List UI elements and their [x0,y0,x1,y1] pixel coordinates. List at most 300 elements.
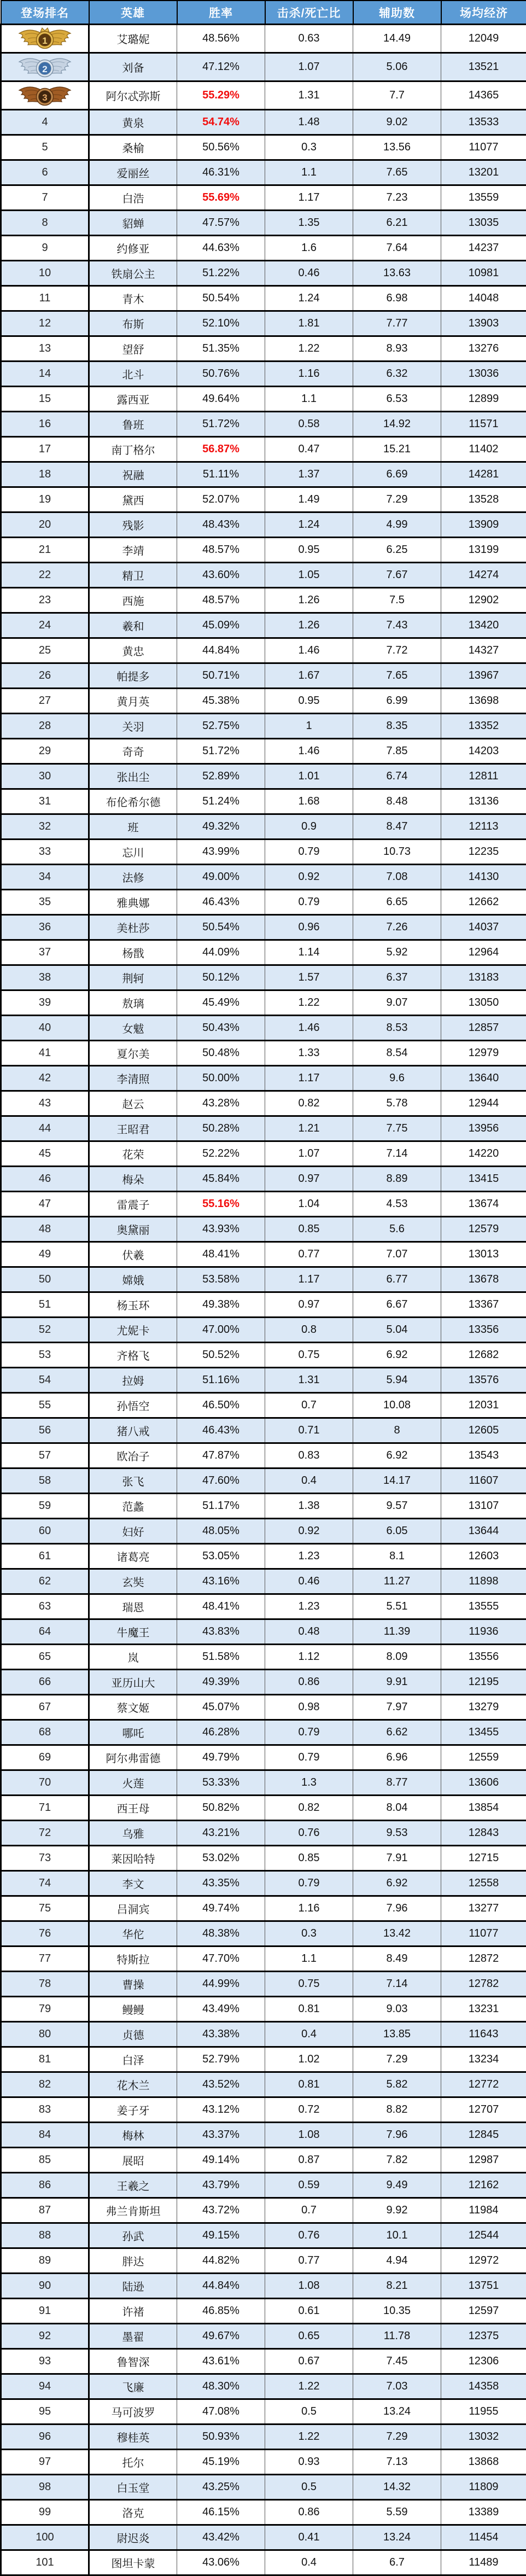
avg-economy-cell: 13678 [441,1267,526,1292]
avg-economy-cell: 13107 [441,1494,526,1519]
hero-name-cell: 花木兰 [89,2072,177,2097]
assists-cell: 7.65 [353,663,441,689]
rank-cell: 45 [1,1141,89,1167]
rank-cell: 97 [1,2450,89,2475]
header-avg-economy: 场均经济 [441,1,526,25]
assists-cell: 5.92 [353,940,441,965]
table-row [1,211,526,236]
hero-name-cell: 鲁班 [89,412,177,437]
table-row [1,890,526,915]
avg-economy-cell: 11643 [441,2022,526,2047]
assists-cell: 7.65 [353,160,441,185]
win-rate-cell: 56.87% [177,437,265,462]
win-rate-cell: 43.42% [177,2525,265,2550]
rank-cell: 93 [1,2349,89,2374]
rank-3-medal-icon [16,83,73,108]
kd-ratio-cell: 0.59 [265,2173,353,2198]
table-row [1,2349,526,2374]
avg-economy-cell: 12662 [441,890,526,915]
assists-cell: 8.54 [353,1041,441,1066]
assists-cell: 14.92 [353,412,441,437]
rank-cell: 70 [1,1770,89,1796]
table-header [1,1,526,25]
hero-name-cell: 蔡文姬 [89,1695,177,1720]
kd-ratio-cell: 1.46 [265,1016,353,1041]
win-rate-cell: 48.43% [177,512,265,538]
assists-cell: 15.21 [353,437,441,462]
avg-economy-cell: 12899 [441,387,526,412]
win-rate-cell: 50.76% [177,362,265,387]
table-row [1,53,526,81]
win-rate-cell: 45.09% [177,613,265,638]
assists-cell: 7.82 [353,2148,441,2173]
assists-cell: 11.27 [353,1569,441,1594]
avg-economy-cell: 11809 [441,2475,526,2500]
header-assists: 辅助数 [353,1,441,25]
assists-cell: 8.1 [353,1544,441,1569]
kd-ratio-cell: 1.49 [265,487,353,512]
rank-cell: 38 [1,965,89,990]
rank-medal-cell [1,81,89,110]
table-row [1,236,526,261]
kd-ratio-cell: 1.22 [265,2425,353,2450]
header-rank: 登场排名 [1,1,89,25]
assists-cell: 5.94 [353,1368,441,1393]
hero-name-cell: 南丁格尔 [89,437,177,462]
win-rate-cell: 48.56% [177,25,265,53]
assists-cell: 9.92 [353,2198,441,2223]
win-rate-cell: 51.72% [177,739,265,764]
assists-cell: 7.23 [353,185,441,211]
kd-ratio-cell: 0.97 [265,1292,353,1318]
table-row [1,1041,526,1066]
table-row [1,2223,526,2248]
hero-name-cell: 陆逊 [89,2274,177,2299]
hero-name-cell: 曹操 [89,1972,177,1997]
kd-ratio-cell: 1.26 [265,588,353,613]
kd-ratio-cell: 1.37 [265,462,353,487]
kd-ratio-cell: 1.81 [265,311,353,336]
hero-name-cell: 忘川 [89,840,177,865]
avg-economy-cell: 11077 [441,135,526,160]
assists-cell: 6.92 [353,1343,441,1368]
win-rate-cell: 43.06% [177,2550,265,2575]
assists-cell: 7.96 [353,1896,441,1921]
table-row [1,1594,526,1619]
kd-ratio-cell: 0.79 [265,1720,353,1745]
table-row [1,1745,526,1770]
kd-ratio-cell: 0.95 [265,538,353,563]
avg-economy-cell: 12872 [441,1946,526,1972]
kd-ratio-cell: 0.58 [265,412,353,437]
assists-cell: 7.08 [353,865,441,890]
hero-name-cell: 张飞 [89,1468,177,1494]
avg-economy-cell: 13231 [441,1997,526,2022]
avg-economy-cell: 13533 [441,110,526,135]
rank-cell: 4 [1,110,89,135]
medal-wrap [2,26,87,51]
table-row [1,2097,526,2123]
win-rate-cell: 44.84% [177,2274,265,2299]
table-row [1,1670,526,1695]
table-row [1,2123,526,2148]
avg-economy-cell: 12715 [441,1846,526,1871]
hero-name-cell: 伏羲 [89,1242,177,1267]
win-rate-cell: 43.72% [177,2198,265,2223]
kd-ratio-cell: 1.04 [265,1192,353,1217]
kd-ratio-cell: 0.81 [265,1997,353,2022]
hero-name-cell: 孙悟空 [89,1393,177,1418]
hero-name-cell: 牛魔王 [89,1619,177,1645]
assists-cell: 7.85 [353,739,441,764]
assists-cell: 6.62 [353,1720,441,1745]
avg-economy-cell: 12902 [441,588,526,613]
rank-cell: 24 [1,613,89,638]
win-rate-cell: 48.38% [177,1921,265,1946]
table-row [1,789,526,814]
kd-ratio-cell: 1.17 [265,185,353,211]
kd-ratio-cell: 0.72 [265,2097,353,2123]
assists-cell: 7.03 [353,2374,441,2399]
kd-ratio-cell: 1.26 [265,613,353,638]
hero-name-cell: 奇奇 [89,739,177,764]
kd-ratio-cell: 0.79 [265,890,353,915]
kd-ratio-cell: 1.35 [265,211,353,236]
kd-ratio-cell: 1.12 [265,1645,353,1670]
table-row [1,2047,526,2072]
kd-ratio-cell: 0.7 [265,2198,353,2223]
table-row [1,739,526,764]
table-row [1,2450,526,2475]
avg-economy-cell: 13277 [441,1896,526,1921]
kd-ratio-cell: 0.75 [265,1972,353,1997]
kd-ratio-cell: 0.95 [265,689,353,714]
avg-economy-cell: 13356 [441,1318,526,1343]
hero-name-cell: 吕洞宾 [89,1896,177,1921]
avg-economy-cell: 12772 [441,2072,526,2097]
hero-name-cell: 嫦娥 [89,1267,177,1292]
table-row [1,1141,526,1167]
win-rate-cell: 50.52% [177,1343,265,1368]
win-rate-cell: 44.09% [177,940,265,965]
win-rate-cell: 47.70% [177,1946,265,1972]
assists-cell: 13.63 [353,261,441,286]
kd-ratio-cell: 1.01 [265,764,353,789]
win-rate-cell: 49.79% [177,1745,265,1770]
svg-text:2: 2 [42,64,47,74]
assists-cell: 5.04 [353,1318,441,1343]
assists-cell: 9.49 [353,2173,441,2198]
header-hero: 英雄 [89,1,177,25]
table-row [1,2525,526,2550]
rank-cell: 35 [1,890,89,915]
kd-ratio-cell: 1.57 [265,965,353,990]
table-row [1,2475,526,2500]
hero-name-cell: 荆轲 [89,965,177,990]
avg-economy-cell: 11077 [441,1921,526,1946]
hero-name-cell: 猪八戒 [89,1418,177,1443]
win-rate-cell: 43.83% [177,1619,265,1645]
win-rate-cell: 50.93% [177,2425,265,2450]
avg-economy-cell: 12597 [441,2299,526,2324]
win-rate-cell: 51.72% [177,412,265,437]
assists-cell: 13.85 [353,2022,441,2047]
table-row [1,563,526,588]
assists-cell: 6.77 [353,1267,441,1292]
rank-cell: 69 [1,1745,89,1770]
hero-name-cell: 约修亚 [89,236,177,261]
avg-economy-cell: 12559 [441,1745,526,1770]
assists-cell: 5.6 [353,1217,441,1242]
table-row [1,1695,526,1720]
kd-ratio-cell: 0.92 [265,865,353,890]
kd-ratio-cell: 0.82 [265,1796,353,1821]
win-rate-cell: 49.15% [177,2223,265,2248]
assists-cell: 7.96 [353,2123,441,2148]
table-row [1,613,526,638]
table-row [1,2425,526,2450]
hero-name-cell: 杨戬 [89,940,177,965]
hero-name-cell: 花荣 [89,1141,177,1167]
table-row [1,2374,526,2399]
avg-economy-cell: 11898 [441,1569,526,1594]
win-rate-cell: 47.87% [177,1443,265,1468]
hero-name-cell: 雅典娜 [89,890,177,915]
rank-cell: 17 [1,437,89,462]
table-row [1,286,526,311]
assists-cell: 5.06 [353,53,441,81]
kd-ratio-cell: 1.17 [265,1267,353,1292]
win-rate-cell: 46.15% [177,2500,265,2525]
table-row [1,1116,526,1141]
avg-economy-cell: 12782 [441,1972,526,1997]
win-rate-cell: 46.50% [177,1393,265,1418]
rank-cell: 74 [1,1871,89,1896]
rank-cell: 5 [1,135,89,160]
hero-name-cell: 张出尘 [89,764,177,789]
hero-name-cell: 岚 [89,1645,177,1670]
assists-cell: 6.69 [353,462,441,487]
table-row [1,2173,526,2198]
avg-economy-cell: 13367 [441,1292,526,1318]
kd-ratio-cell: 1 [265,714,353,739]
rank-cell: 14 [1,362,89,387]
assists-cell: 7.14 [353,1972,441,1997]
assists-cell: 5.59 [353,2500,441,2525]
header-row [1,1,526,25]
avg-economy-cell: 13234 [441,2047,526,2072]
hero-name-cell: 黄泉 [89,110,177,135]
kd-ratio-cell: 1.23 [265,1544,353,1569]
avg-economy-cell: 13201 [441,160,526,185]
avg-economy-cell: 13415 [441,1167,526,1192]
win-rate-cell: 51.35% [177,336,265,362]
assists-cell: 6.53 [353,387,441,412]
hero-name-cell: 莱因哈特 [89,1846,177,1871]
hero-name-cell: 望舒 [89,336,177,362]
kd-ratio-cell: 0.77 [265,1242,353,1267]
assists-cell: 7.29 [353,487,441,512]
kd-ratio-cell: 0.46 [265,261,353,286]
assists-cell: 8.89 [353,1167,441,1192]
kd-ratio-cell: 0.9 [265,814,353,840]
avg-economy-cell: 11984 [441,2198,526,2223]
hero-name-cell: 西王母 [89,1796,177,1821]
assists-cell: 8.47 [353,814,441,840]
hero-name-cell: 李靖 [89,538,177,563]
avg-economy-cell: 11936 [441,1619,526,1645]
win-rate-cell: 45.07% [177,1695,265,1720]
hero-name-cell: 王羲之 [89,2173,177,2198]
header-win-rate: 胜率 [177,1,265,25]
table-row [1,1896,526,1921]
win-rate-cell: 48.41% [177,1242,265,1267]
rank-cell: 91 [1,2299,89,2324]
avg-economy-cell: 12235 [441,840,526,865]
hero-name-cell: 阿尔忒弥斯 [89,81,177,110]
hero-name-cell: 欧冶子 [89,1443,177,1468]
assists-cell: 6.96 [353,1745,441,1770]
table-row [1,462,526,487]
table-row [1,865,526,890]
table-row [1,1343,526,1368]
win-rate-cell: 49.39% [177,1670,265,1695]
hero-name-cell: 李清照 [89,1066,177,1091]
avg-economy-cell: 13956 [441,1116,526,1141]
kd-ratio-cell: 1.6 [265,236,353,261]
kd-ratio-cell: 1.08 [265,2274,353,2299]
hero-name-cell: 铁扇公主 [89,261,177,286]
avg-economy-cell: 13576 [441,1368,526,1393]
kd-ratio-cell: 0.97 [265,1167,353,1192]
kd-ratio-cell: 1.24 [265,512,353,538]
win-rate-cell: 52.75% [177,714,265,739]
rank-cell: 11 [1,286,89,311]
rank-cell: 40 [1,1016,89,1041]
avg-economy-cell: 12558 [441,1871,526,1896]
avg-economy-cell: 14203 [441,739,526,764]
avg-economy-cell: 13751 [441,2274,526,2299]
hero-name-cell: 尉迟炎 [89,2525,177,2550]
win-rate-cell: 44.82% [177,2248,265,2274]
kd-ratio-cell: 1.1 [265,387,353,412]
table-row [1,1267,526,1292]
win-rate-cell: 52.79% [177,2047,265,2072]
hero-name-cell: 祝融 [89,462,177,487]
avg-economy-cell: 13036 [441,362,526,387]
win-rate-cell: 43.99% [177,840,265,865]
hero-name-cell: 胖达 [89,2248,177,2274]
win-rate-cell: 55.29% [177,81,265,110]
hero-name-cell: 杨玉环 [89,1292,177,1318]
win-rate-cell: 55.16% [177,1192,265,1217]
kd-ratio-cell: 1.05 [265,563,353,588]
win-rate-cell: 53.05% [177,1544,265,1569]
kd-ratio-cell: 1.08 [265,2123,353,2148]
kd-ratio-cell: 0.3 [265,1921,353,1946]
win-rate-cell: 50.71% [177,663,265,689]
win-rate-cell: 49.74% [177,1896,265,1921]
avg-economy-cell: 12857 [441,1016,526,1041]
win-rate-cell: 48.41% [177,1594,265,1619]
hero-name-cell: 尤妮卡 [89,1318,177,1343]
assists-cell: 9.6 [353,1066,441,1091]
win-rate-cell: 47.00% [177,1318,265,1343]
kd-ratio-cell: 0.3 [265,135,353,160]
assists-cell: 13.56 [353,135,441,160]
hero-name-cell: 貂蝉 [89,211,177,236]
assists-cell: 6.37 [353,965,441,990]
hero-name-cell: 班 [89,814,177,840]
win-rate-cell: 50.56% [177,135,265,160]
assists-cell: 7.64 [353,236,441,261]
hero-name-cell: 露西亚 [89,387,177,412]
avg-economy-cell: 13640 [441,1066,526,1091]
assists-cell: 7.14 [353,1141,441,1167]
win-rate-cell: 43.60% [177,563,265,588]
table-row [1,1292,526,1318]
header-kd-ratio: 击杀/死亡比 [265,1,353,25]
table-row [1,412,526,437]
kd-ratio-cell: 0.41 [265,2525,353,2550]
avg-economy-cell: 12964 [441,940,526,965]
kd-ratio-cell: 0.47 [265,437,353,462]
assists-cell: 10.35 [353,2299,441,2324]
rank-cell: 94 [1,2374,89,2399]
avg-economy-cell: 14048 [441,286,526,311]
hero-name-cell: 哪吒 [89,1720,177,1745]
win-rate-cell: 45.84% [177,1167,265,1192]
rank-cell: 19 [1,487,89,512]
rank-cell: 34 [1,865,89,890]
kd-ratio-cell: 1.1 [265,1946,353,1972]
table-row [1,1192,526,1217]
rank-cell: 42 [1,1066,89,1091]
table-row [1,1821,526,1846]
avg-economy-cell: 11454 [441,2525,526,2550]
win-rate-cell: 49.67% [177,2324,265,2349]
table-row [1,135,526,160]
avg-economy-cell: 11607 [441,1468,526,1494]
rank-medal-cell [1,25,89,53]
rank-cell: 96 [1,2425,89,2450]
assists-cell: 6.67 [353,1292,441,1318]
hero-name-cell: 诸葛亮 [89,1544,177,1569]
rank-cell: 82 [1,2072,89,2097]
rank-cell: 73 [1,1846,89,1871]
assists-cell: 8.48 [353,789,441,814]
table-row [1,512,526,538]
hero-name-cell: 敖璃 [89,990,177,1016]
rank-cell: 10 [1,261,89,286]
assists-cell: 6.74 [353,764,441,789]
win-rate-cell: 52.07% [177,487,265,512]
win-rate-cell: 43.25% [177,2475,265,2500]
assists-cell: 9.03 [353,1997,441,2022]
assists-cell: 7.29 [353,2047,441,2072]
win-rate-cell: 44.84% [177,638,265,663]
table-row [1,1997,526,2022]
assists-cell: 14.32 [353,2475,441,2500]
table-row [1,714,526,739]
rank-cell: 26 [1,663,89,689]
win-rate-cell: 43.93% [177,1217,265,1242]
table-row [1,1720,526,1745]
rank-cell: 58 [1,1468,89,1494]
assists-cell: 7.45 [353,2349,441,2374]
kd-ratio-cell: 0.4 [265,1468,353,1494]
hero-name-cell: 夏尔美 [89,1041,177,1066]
